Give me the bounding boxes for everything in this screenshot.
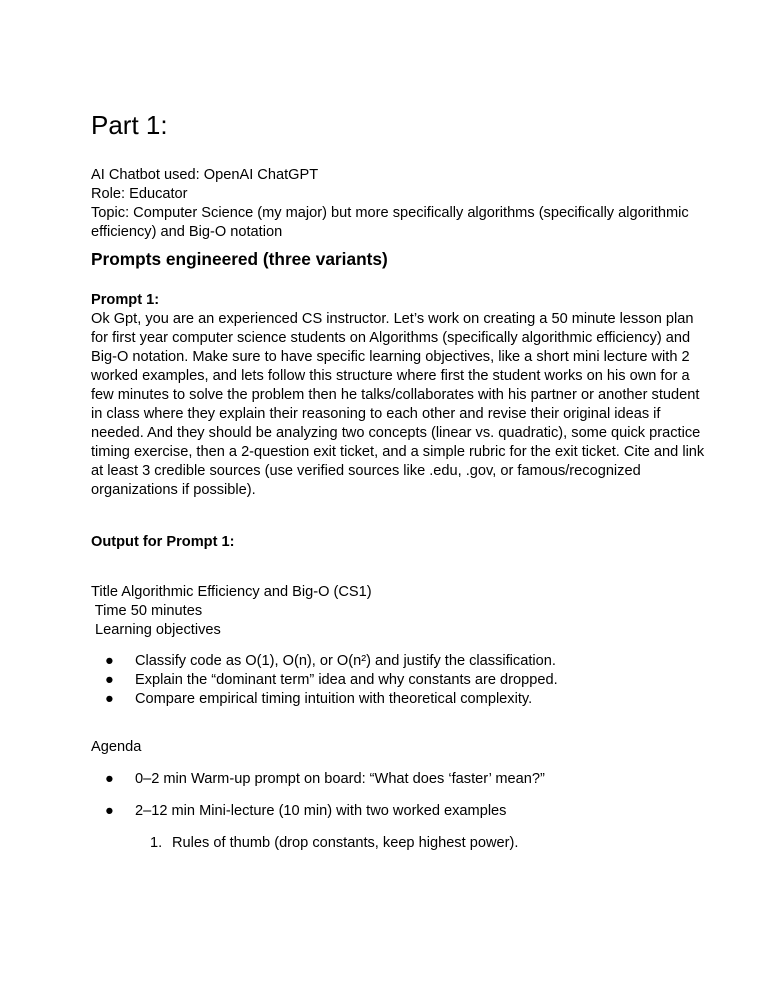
meta-topic-line2: efficiency) and Big-O notation: [91, 224, 283, 240]
prompt1-line: timing exercise, then a 2-question exit ticket, and a simple rubric for the exit ticket. Cite and link: [91, 444, 705, 460]
bullet-icon: ●: [105, 672, 114, 688]
bullet-icon: ●: [105, 771, 114, 787]
prompt1-line: Ok Gpt, you are an experienced CS instructor. Let’s work on creating a 50 minute lesson plan: [91, 311, 694, 327]
output1-time: Time 50 minutes: [91, 603, 203, 619]
sub-item-text: Rules of thumb (drop constants, keep highest power).: [172, 835, 519, 851]
output1-title: Title Algorithmic Efficiency and Big-O (CS1): [91, 584, 372, 600]
meta-topic-line1: Topic: Computer Science (my major) but more specifically algorithms (specifically algorithmic: [91, 205, 689, 221]
objective-text: Classify code as O(1), O(n), or O(n²) and justify the classification.: [135, 653, 556, 669]
agenda-text: 0–2 min Warm-up prompt on board: “What does ‘faster’ mean?”: [135, 771, 545, 787]
prompt1-line: Big-O notation. Make sure to have specific learning objectives, like a short mini lecture with 2: [91, 349, 690, 365]
meta-role: Role: Educator: [91, 186, 188, 202]
objectives-list: [91, 652, 558, 709]
output1-objectives-label: Learning objectives: [91, 622, 221, 638]
agenda-item: [91, 770, 545, 789]
page-heading: Part 1:: [91, 110, 168, 140]
sub-item: [150, 834, 519, 853]
sub-item-number: 1.: [150, 835, 163, 851]
prompt1-line: organizations if possible).: [91, 482, 256, 498]
bullet-icon: ●: [105, 653, 114, 669]
prompt1-line: at least 3 credible sources (use verified sources like .edu, .gov, or famous/recognized: [91, 463, 641, 479]
prompt1-label: Prompt 1:: [91, 292, 160, 308]
objective-item: [91, 671, 558, 690]
prompt1-line: few minutes to solve the problem then he talks/collaborates with his partner or another student: [91, 387, 700, 403]
objective-item: [91, 690, 558, 709]
prompt1-line: in class where they explain their reasoning to each other and revise their original ideas if: [91, 406, 661, 422]
agenda-item: [91, 802, 545, 821]
section-heading: Prompts engineered (three variants): [91, 249, 388, 269]
objective-text: Explain the “dominant term” idea and why constants are dropped.: [135, 672, 558, 688]
bullet-icon: ●: [105, 803, 114, 819]
agenda-label: Agenda: [91, 739, 142, 755]
objective-text: Compare empirical timing intuition with theoretical complexity.: [135, 691, 533, 707]
agenda-text: 2–12 min Mini-lecture (10 min) with two worked examples: [135, 803, 507, 819]
prompt1-line: needed. And they should be analyzing two concepts (linear vs. quadratic), some quick practice: [91, 425, 701, 441]
meta-chatbot: AI Chatbot used: OpenAI ChatGPT: [91, 167, 319, 183]
prompt1-line: for first year computer science students on Algorithms (specifically algorithmic efficiency) and: [91, 330, 691, 346]
output1-label: Output for Prompt 1:: [91, 534, 235, 550]
agenda-list: [91, 770, 545, 821]
bullet-icon: ●: [105, 691, 114, 707]
prompt1-line: worked examples, and lets follow this structure where first the student works on his own for a: [91, 368, 690, 384]
objective-item: [91, 652, 558, 671]
